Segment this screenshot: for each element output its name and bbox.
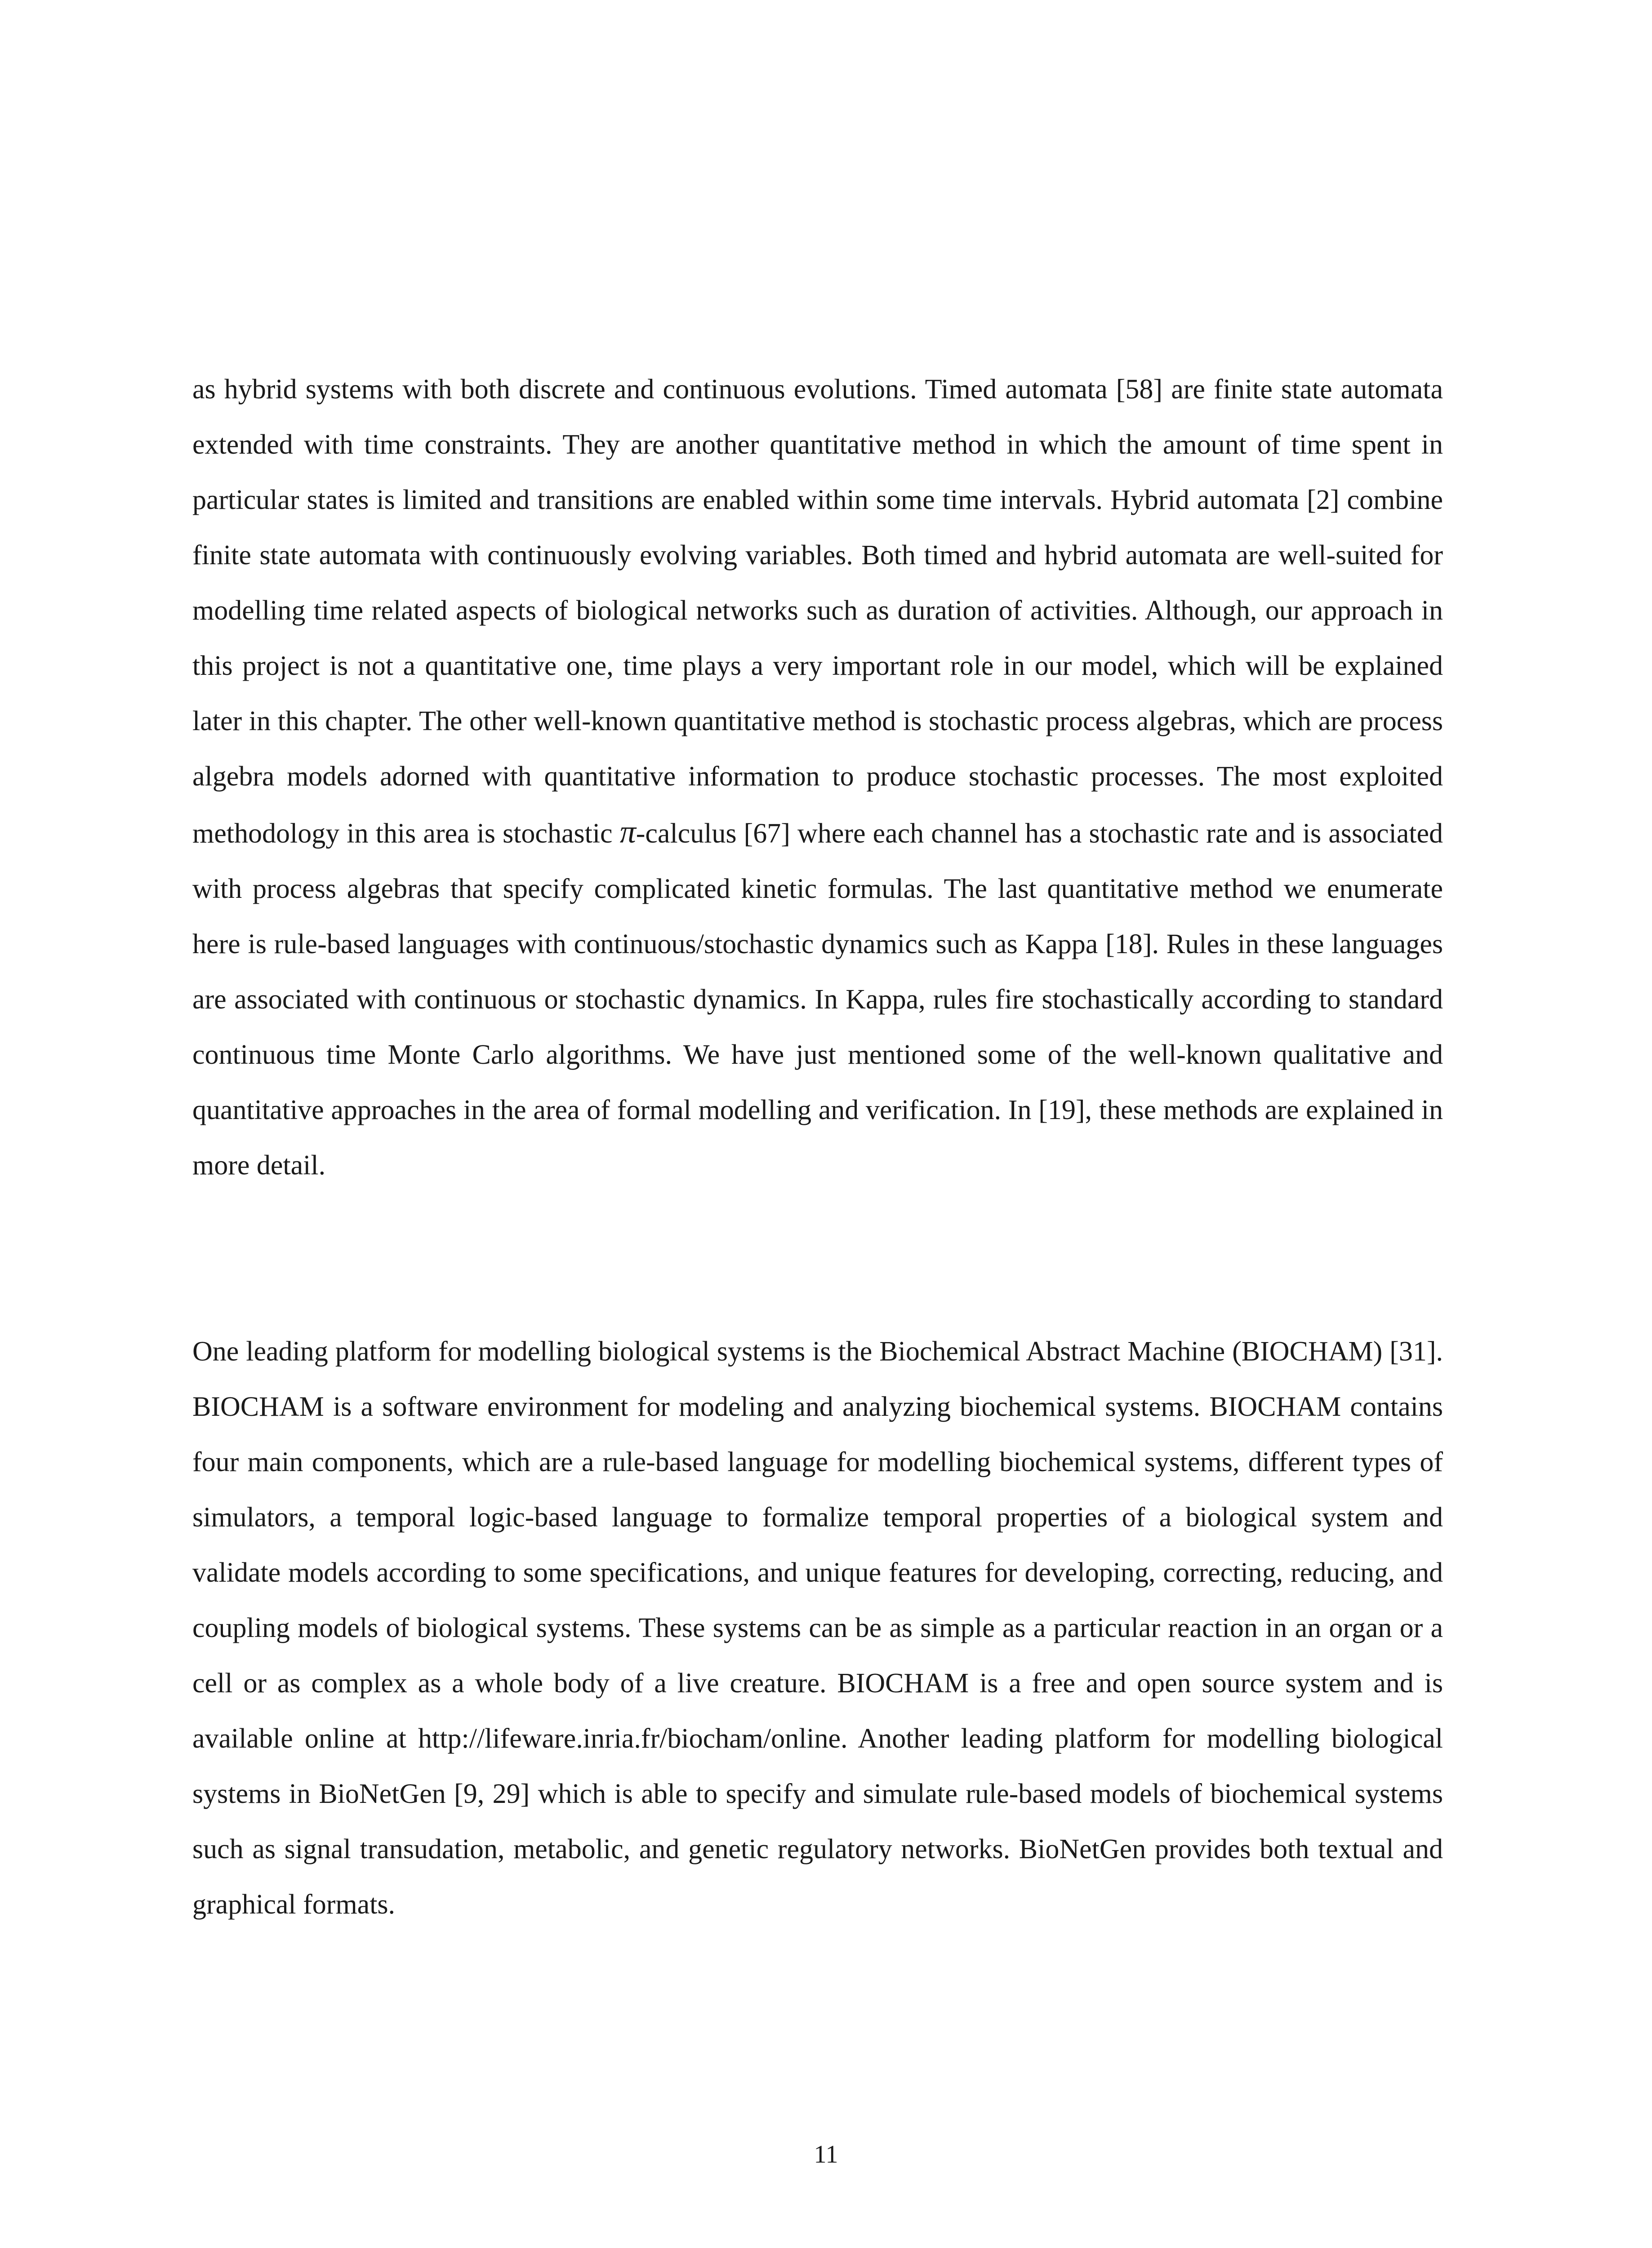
paragraph-formal-methods — [192, 362, 1443, 1193]
pi-symbol: π — [619, 814, 636, 850]
page-number: 11 — [814, 2141, 838, 2168]
paragraph-biocham: One leading platform for modelling biological systems is the Biochemical Abstract Machine (BIOCHAM) [31]. BIOCHAM is a software environment for modeling and analyzing biochemical systems. BIOCHAM contains four main components, which are a rule-based language for modelling biochemical systems, different types of simulators, a temporal logic-based language to formalize temporal properties of a biological system and validate models according to some specifications, and unique features for developing, correcting, reducing, and coupling models of biological systems. These systems can be as simple as a particular reaction in an organ or a cell or as complex as a whole body of a live creature. BIOCHAM is a free and open source system and is available online at http://lifeware.inria.fr/biocham/online. Another leading platform for modelling biological systems in BioNetGen [9, 29] which is able to specify and simulate rule-based models of biochemical systems such as signal transudation, metabolic, and genetic regulatory networks. BioNetGen provides both textual and graphical formats. — [192, 1336, 1443, 1920]
paragraph-text-before-pi: as hybrid systems with both discrete and continuous evolutions. Timed automata [58] are finite state automata extended with time constraints. They are another quantitative method in which the amount of time spent in particular states is limited and transitions are enabled within some time intervals. Hybrid automata [2] combine finite state automata with continuously evolving variables. Both timed and hybrid automata are well-suited for modelling time related aspects of biological networks such as duration of activities. Although, our approach in this project is not a quantitative one, time plays a very important role in our model, which will be explained later in this chapter. The other well-known quantitative method is stochastic process algebras, which are process algebra models adorned with quantitative information to produce stochastic processes. The most exploited methodology in this area is stochastic — [192, 374, 1443, 849]
paragraph-text-after-pi: -calculus [67] where each channel has a stochastic rate and is associated with process algebras that specify complicated kinetic formulas. The last quantitative method we enumerate here is rule-based languages with continuous/stochastic dynamics such as Kappa [18]. Rules in these languages are associated with continuous or stochastic dynamics. In Kappa, rules fire stochastically according to standard continuous time Monte Carlo algorithms. We have just mentioned some of the well-known qualitative and quantitative approaches in the area of formal modelling and verification. In [19], these methods are explained in more detail. — [192, 818, 1443, 1181]
